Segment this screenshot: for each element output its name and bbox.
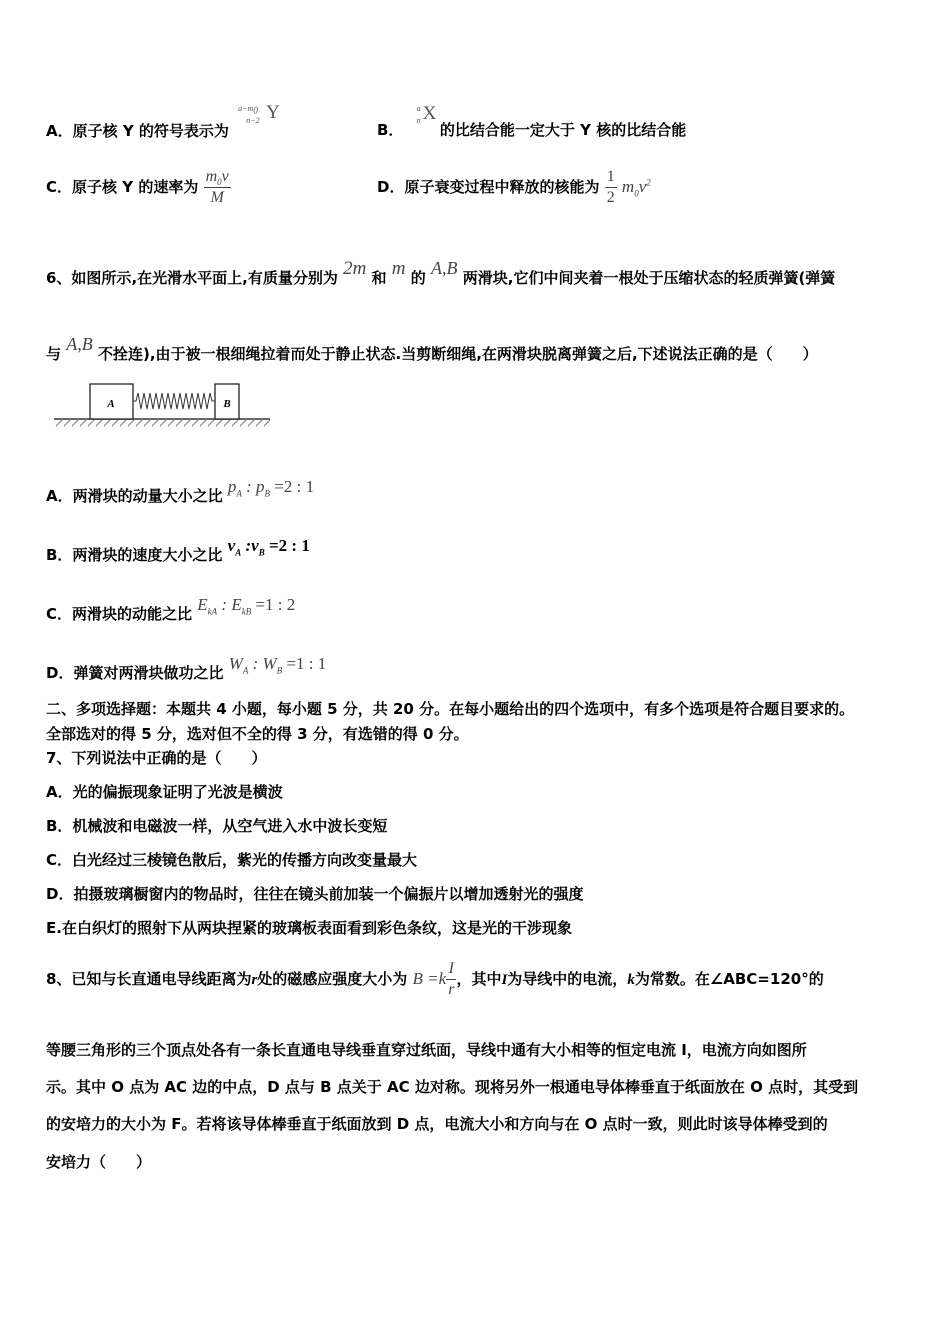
q5-option-d-label: D．原子衰变过程中释放的核能为 [377, 178, 600, 196]
q6-blocks-2: A,B [66, 334, 93, 354]
q8-formula: B =k [412, 969, 447, 988]
q8-stem-line5: 安培力（ ） [46, 1153, 152, 1171]
q7-option-b[interactable]: B．机械波和电磁波一样，从空气进入水中波长变短 [46, 817, 388, 835]
q6-stem-line1: 6、如图所示,在光滑水平面上,有质量分别为 2m 和 m 的 A,B 两滑块,它们中间夹着一根处于压缩状态的轻质弹簧(弹簧 [46, 258, 836, 287]
q6-blocks: A,B [431, 258, 458, 278]
q6-option-c[interactable]: C．两滑块的动能之比 $E_{kA}$ : $E_{kB} =1$ : 2 [46, 595, 296, 623]
q5-option-a-nuclide: $a-m_0$ n−2 Y [238, 102, 280, 125]
q6-figure [54, 378, 270, 430]
spring-blocks-diagram [54, 378, 270, 430]
section2-heading-line2: 全部选对的得 5 分，选对但不全的得 3 分，有选错的得 0 分。 [46, 725, 469, 743]
q5-option-d[interactable] [377, 165, 651, 209]
spring [133, 393, 215, 409]
q5-option-a[interactable] [46, 102, 282, 140]
q5-option-b-text: 的比结合能一定大于 Y 核的比结合能 [439, 121, 687, 139]
q5-option-b-nuclide: a n X [416, 103, 437, 125]
q7-option-a[interactable]: A．光的偏振现象证明了光波是横波 [46, 783, 283, 801]
q5-option-c-fraction: $\frac{m_0v}{M}$ [205, 168, 229, 206]
q7-option-d[interactable]: D．拍摄玻璃橱窗内的物品时，往往在镜头前加装一个偏振片以增加透射光的强度 [46, 885, 584, 903]
q6-mass1: 2m [343, 258, 367, 279]
q5-option-d-fraction: $\frac{1}{2}$ [606, 168, 615, 206]
q8-stem-line4: 的安培力的大小为 F。若将该导体棒垂直于纸面放到 D 点，电流大小和方向与在 O 点时一致，则此时该导体棒受到的 [46, 1115, 828, 1133]
ground-hatch [56, 419, 270, 426]
q8-formula-fraction: $\frac{I}{r}$ [448, 960, 455, 998]
q5-option-b[interactable] [377, 103, 687, 139]
q7-stem: 7、下列说法中正确的是（ ） [46, 749, 267, 767]
q8-stem-line2: 等腰三角形的三个顶点处各有一条长直通电导线垂直穿过纸面，导线中通有大小相等的恒定电流 I，电流方向如图所 [46, 1041, 807, 1059]
q5-option-c[interactable] [46, 165, 231, 209]
block-b-label: B [223, 398, 231, 410]
q5-option-a-label: A．原子核 Y 的符号表示为 [46, 122, 229, 140]
q6-option-a[interactable]: A．两滑块的动量大小之比 $p_A$ : $p_B =2$ : 1 [46, 477, 315, 505]
q6-stem-line2: 与 A,B 不拴连),由于被一根细绳拉着而处于静止状态.当剪断细绳,在两滑块脱离弹簧之后,下述说法正确的是（ ） [46, 334, 818, 363]
q6-option-b[interactable]: B．两滑块的速度大小之比 $v_A$ $:v_B =2$ : 1 [46, 536, 310, 564]
q5-option-c-label: C．原子核 Y 的速率为 [46, 178, 199, 196]
q5-option-d-tail: $m_0v^2$ [621, 177, 651, 199]
q8-stem-line3: 示。其中 O 点为 AC 边的中点，D 点与 B 点关于 AC 边对称。现将另外一根通电导体棒垂直于纸面放在 O 点时，其受到 [46, 1078, 859, 1096]
q5-option-b-label: B． [377, 121, 404, 139]
q7-option-c[interactable]: C．白光经过三棱镜色散后，紫光的传播方向改变量最大 [46, 851, 418, 869]
section2-heading-line1: 二、多项选择题：本题共 4 小题，每小题 5 分，共 20 分。在每小题给出的四个选项中，有多个选项是符合题目要求的。 [46, 700, 855, 718]
block-a-label: A [107, 398, 115, 410]
q8-stem-line1: 8、已知与长直通电导线距离为r处的磁感应强度大小为 B =k $\frac{I}{r}$ ，其中I为导线中的电流，k为常数。在∠ABC=120°的 [46, 960, 824, 998]
q7-option-e[interactable]: E.在白织灯的照射下从两块捏紧的玻璃板表面看到彩色条纹，这是光的干涉现象 [46, 919, 572, 937]
q6-option-d[interactable]: D．弹簧对两滑块做功之比 $W_A$ : $W_B =1$ : 1 [46, 654, 327, 682]
q6-mass2: m [391, 258, 406, 279]
